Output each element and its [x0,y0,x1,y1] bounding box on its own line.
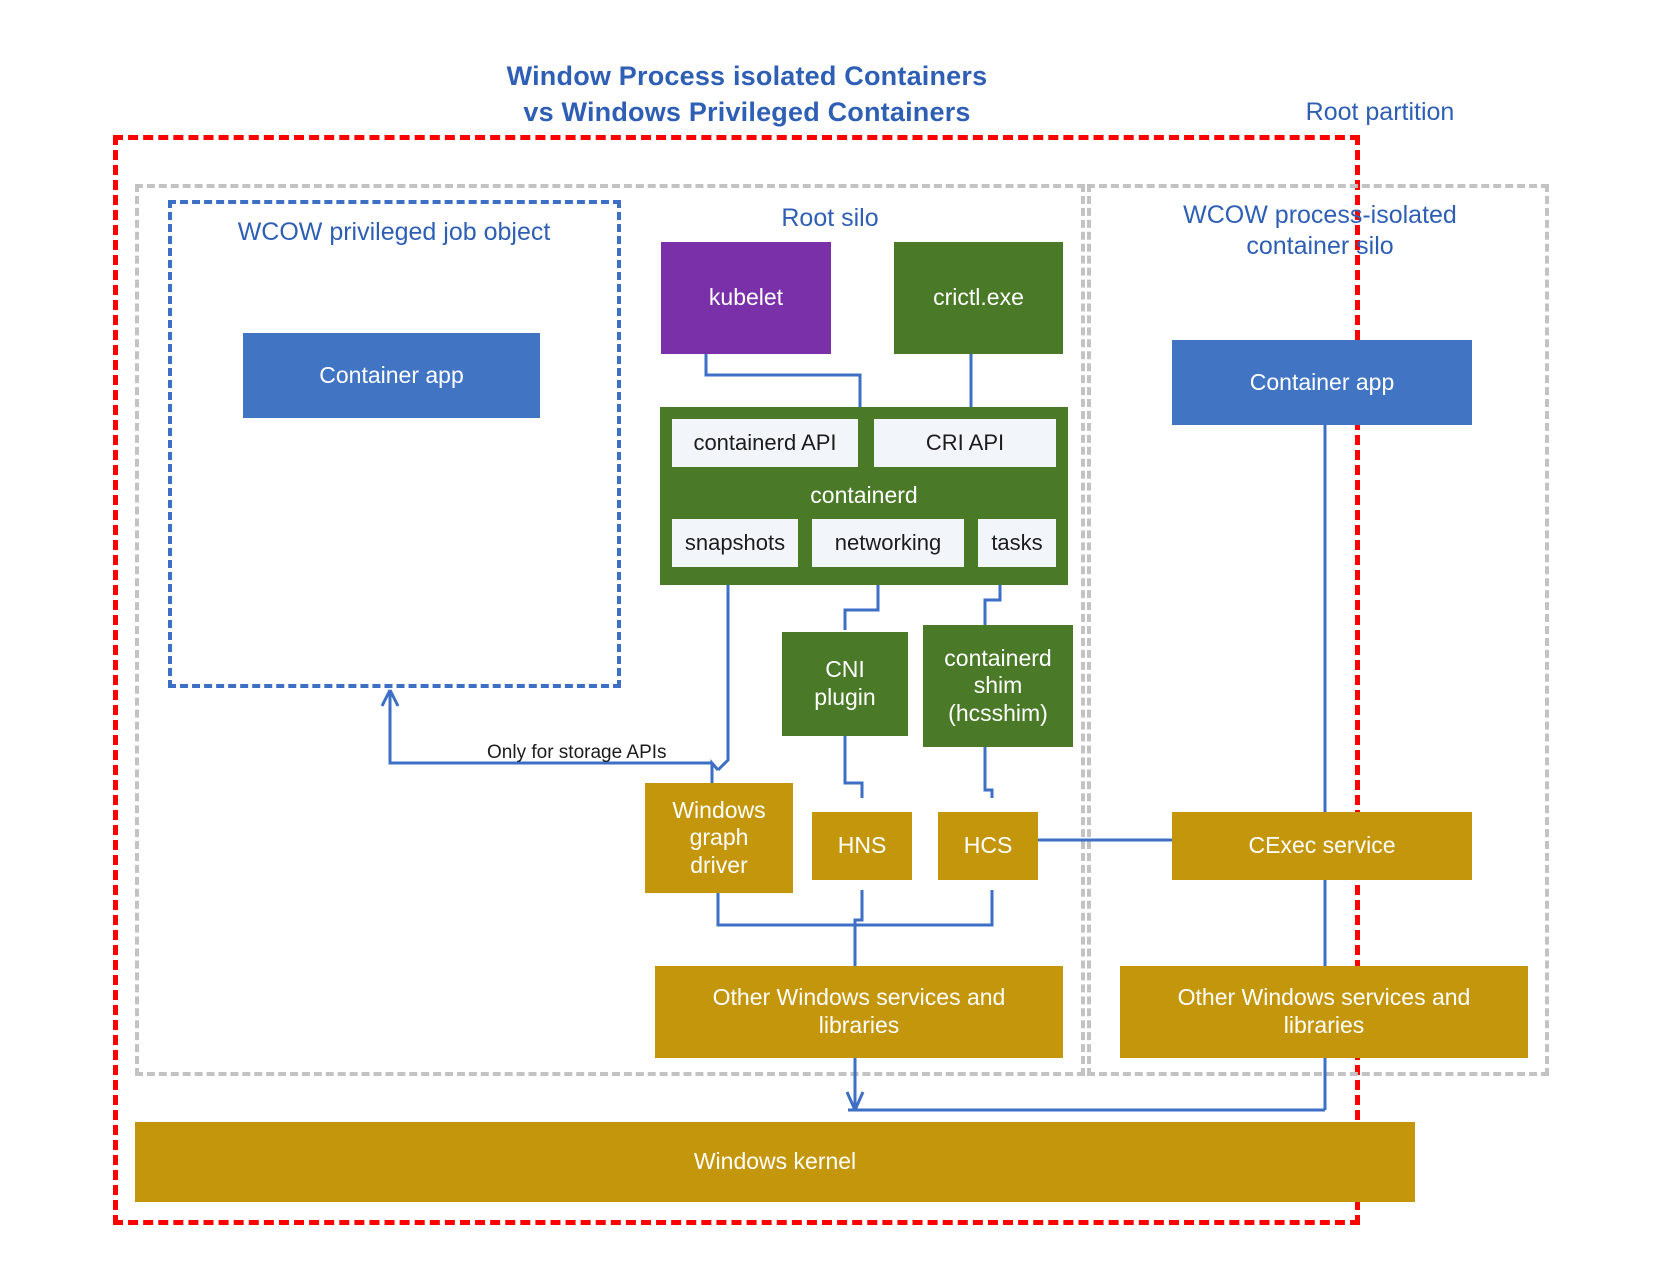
networking-box: networking [810,517,966,569]
crictl-box: crictl.exe [894,242,1063,354]
right-container-app-box: Container app [1172,340,1472,425]
diagram-title-line-2: vs Windows Privileged Containers [523,97,971,128]
containerd-shim-line-1: containerd [944,644,1052,671]
containerd-shim-box [923,625,1073,747]
hns-box: HNS [812,812,912,880]
other-windows-services-left-line-2: libraries [818,1012,900,1038]
windows-graph-driver-line-3: driver [690,851,748,878]
containerd-shim-line-3: (hcsshim) [948,699,1048,726]
user-mode-frame-right [1087,184,1549,1076]
other-windows-services-right-line-1: Other Windows services and [1177,984,1471,1011]
diagram-title-line-1: Window Process isolated Containers [506,61,988,91]
cni-plugin-box [782,632,908,736]
other-windows-services-right-box [1120,966,1528,1058]
other-windows-services-left-box [655,966,1063,1058]
wcow-process-isolated-label-line-2: container silo [1246,232,1394,261]
containerd-shim-line-2: shim [973,672,1023,699]
snapshots-box: snapshots [670,517,800,569]
other-windows-services-left-line-1: Other Windows services and [712,984,1006,1011]
wcow-process-isolated-container-silo-label [1110,200,1530,263]
wcow-privileged-job-object-label: WCOW privileged job object [237,218,551,246]
cri-api-box: CRI API [872,417,1058,469]
windows-graph-driver-line-1: Windows [672,796,766,823]
root-silo-label: Root silo [781,204,879,232]
storage-apis-note: Only for storage APIs [487,742,667,763]
diagram-title [437,58,1057,131]
cexec-service-box: CExec service [1172,812,1472,880]
left-container-app-box: Container app [243,333,540,418]
containerd-group [660,407,1068,585]
root-partition-label: Root partition [1305,98,1455,126]
hcs-box: HCS [938,812,1038,880]
windows-graph-driver-box [645,783,793,893]
tasks-box: tasks [976,517,1058,569]
windows-kernel-box: Windows kernel [135,1122,1415,1202]
wcow-process-isolated-label-line-1: WCOW process-isolated [1183,201,1457,229]
containerd-api-box: containerd API [670,417,860,469]
cni-plugin-line-2: plugin [814,684,876,710]
windows-graph-driver-line-2: graph [689,824,749,851]
kubelet-box: kubelet [661,242,831,354]
containerd-label: containerd [810,482,918,508]
wcow-privileged-job-object-frame [168,200,621,688]
cni-plugin-line-1: CNI [825,656,865,683]
other-windows-services-right-line-2: libraries [1283,1012,1365,1038]
